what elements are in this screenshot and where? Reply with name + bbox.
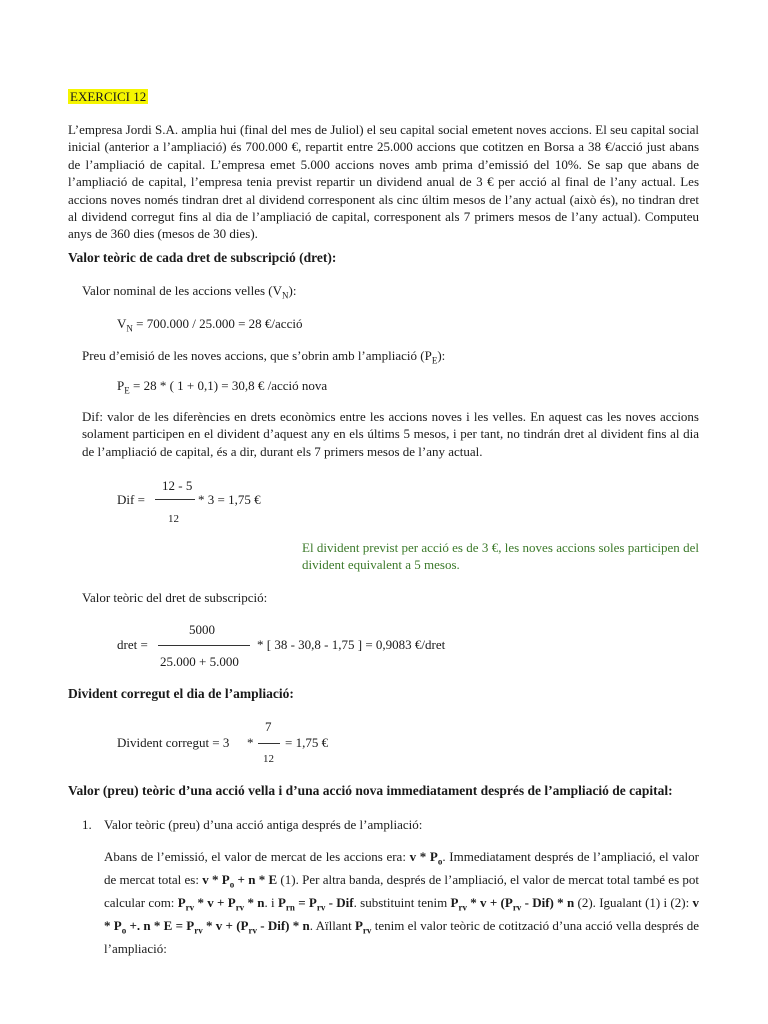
dret-numerator: 5000: [189, 622, 215, 637]
dif-numerator: 12 - 5: [162, 478, 193, 493]
divident-numerator: 7: [265, 719, 272, 734]
pe-equation: $P_E = 28$ * ( 1 + 0,1) = 30,8 € /acció nova: [117, 378, 328, 396]
divident-fraction-line: [258, 743, 280, 744]
formula-equality: v * $P_o$ +. $n * E = P_{rv} * v + (P_{rv} - Dif) * n$: [104, 895, 699, 936]
dif-rhs: * 3 = 1,75 €: [198, 492, 261, 507]
formula-prv-v: $P_{rv} * v + P_{rv} * n$: [177, 895, 265, 913]
dif-label: Dif =: [117, 492, 145, 507]
pe-label: Preu d’emisió de les noves accions, que s’obrin amb l’ampliació $(P_E)$:: [82, 348, 446, 366]
section-heading-valor: Valor (preu) teòric d’una acció vella i d’una acció nova immediatament després de l’ampliació de capital:: [68, 783, 673, 798]
exercise-title: [68, 88, 148, 106]
dret-denominator: 25.000 + 5.000: [160, 654, 239, 669]
item-number: 1.: [82, 817, 92, 832]
formula-substitution: $P_{rv} * v + (P_{rv} - Dif) * n$: [450, 895, 575, 913]
dret-label: dret =: [117, 637, 148, 652]
item-title: Valor teòric (preu) d’una acció antiga després de l’ampliació:: [104, 817, 423, 832]
divident-rhs: = 1,75 €: [285, 735, 329, 750]
dret-rhs: * [ 38 - 30,8 - 1,75 ] = 0,9083 €/dret: [257, 637, 446, 652]
vn-label: Valor nominal de les accions velles $(V_N)$:: [82, 283, 297, 301]
vn-equation: $V_N = 700.000 / 25.000 = 28$ €/acció: [117, 316, 303, 334]
exercise-title-text: EXERCICI 12: [70, 89, 147, 104]
section-heading-divident: Divident corregut el dia de l’ampliació:: [68, 686, 294, 701]
dividend-note: El divident previst per acció es de 3 €, les noves accions soles participen del divident equivalent a 5 mesos.: [302, 540, 699, 573]
intro-paragraph: L’empresa Jordi S.A. amplia hui (final del mes de Juliol) el seu capital social emetent noves accions. El seu capital social inicial (anterior a l’ampliació) és 700.000 €, repartit entre 25.000 accions que cotitzen en Borsa a 38 €/acció just abans de l’ampliació de capital. L’empresa emet 5.000 accions noves amb prima d’emissió del 10%. Se sap que abans de l’ampliació de capital, l’empresa tenia previst repartir un dividend anual de 3 € per acció al final de l’any actual. Les accions noves només tindran dret al dividend corresponent als cinc últim mesos de l’any actual (això és), no tindran dret al dividend corregut fins al dia de l’ampliació de capital, corresponent als 7 primers mesos de l’any actual). Computeu anys de 360 dies (mesos de 30 dies).: [68, 122, 699, 242]
divident-star: *: [247, 735, 254, 750]
dret-fraction-line: [158, 645, 250, 646]
formula-prn: $P_{rn} = P_{rv}$ - Dif: [277, 895, 354, 913]
formula-prv: $P_{rv}$: [354, 918, 372, 936]
dif-paragraph: Dif: valor de les diferències en drets econòmics entre les accions noves i les velles. En aquest cas les noves accions solament participen en el divident d’aquest any en els últims 5 mesos, i per tant, no tindrán dret al divident fins al dia de l’ampliació de capital, és a dir, durant els 7 primers mesos de l’any actual.: [82, 409, 699, 459]
dif-denominator: 12: [168, 513, 179, 525]
dret-label-text: Valor teòric del dret de subscripció:: [82, 590, 268, 605]
divident-label: Divident corregut = 3: [117, 735, 230, 750]
final-paragraph: Abans de l’emissió, el valor de mercat de les accions era: v * $P_o$. Immediatament després de l’ampliació, el valor de mercat total es: $v * P_o + n * E$ (1). Per altra banda, després de l’ampliació, el valor de mercat total també es pot calcular com: $P_{rv} * v + P_{rv} * n$. i $P_{rn} = P_{rv}$ - Dif. substituint tenim $P_{rv} * v + (P_{rv} - Dif) * n$ (2). Igualant (1) i (2): v * $P_o$ +. $n * E = P_{rv} * v + (P_{rv} - Dif) * n$. Aïllant $P_{rv}$ tenim el valor teòric de cotització d’una acció vella després de l’ampliació:: [104, 849, 700, 956]
section-heading-dret: Valor teòric de cada dret de subscripció (dret):: [68, 250, 337, 265]
divident-denominator: 12: [263, 753, 274, 765]
dif-fraction-line: [155, 499, 195, 500]
formula-v-po-ne: $v * P_o + n * E$: [202, 872, 278, 890]
formula-v-po: v * $P_o$: [409, 849, 443, 867]
